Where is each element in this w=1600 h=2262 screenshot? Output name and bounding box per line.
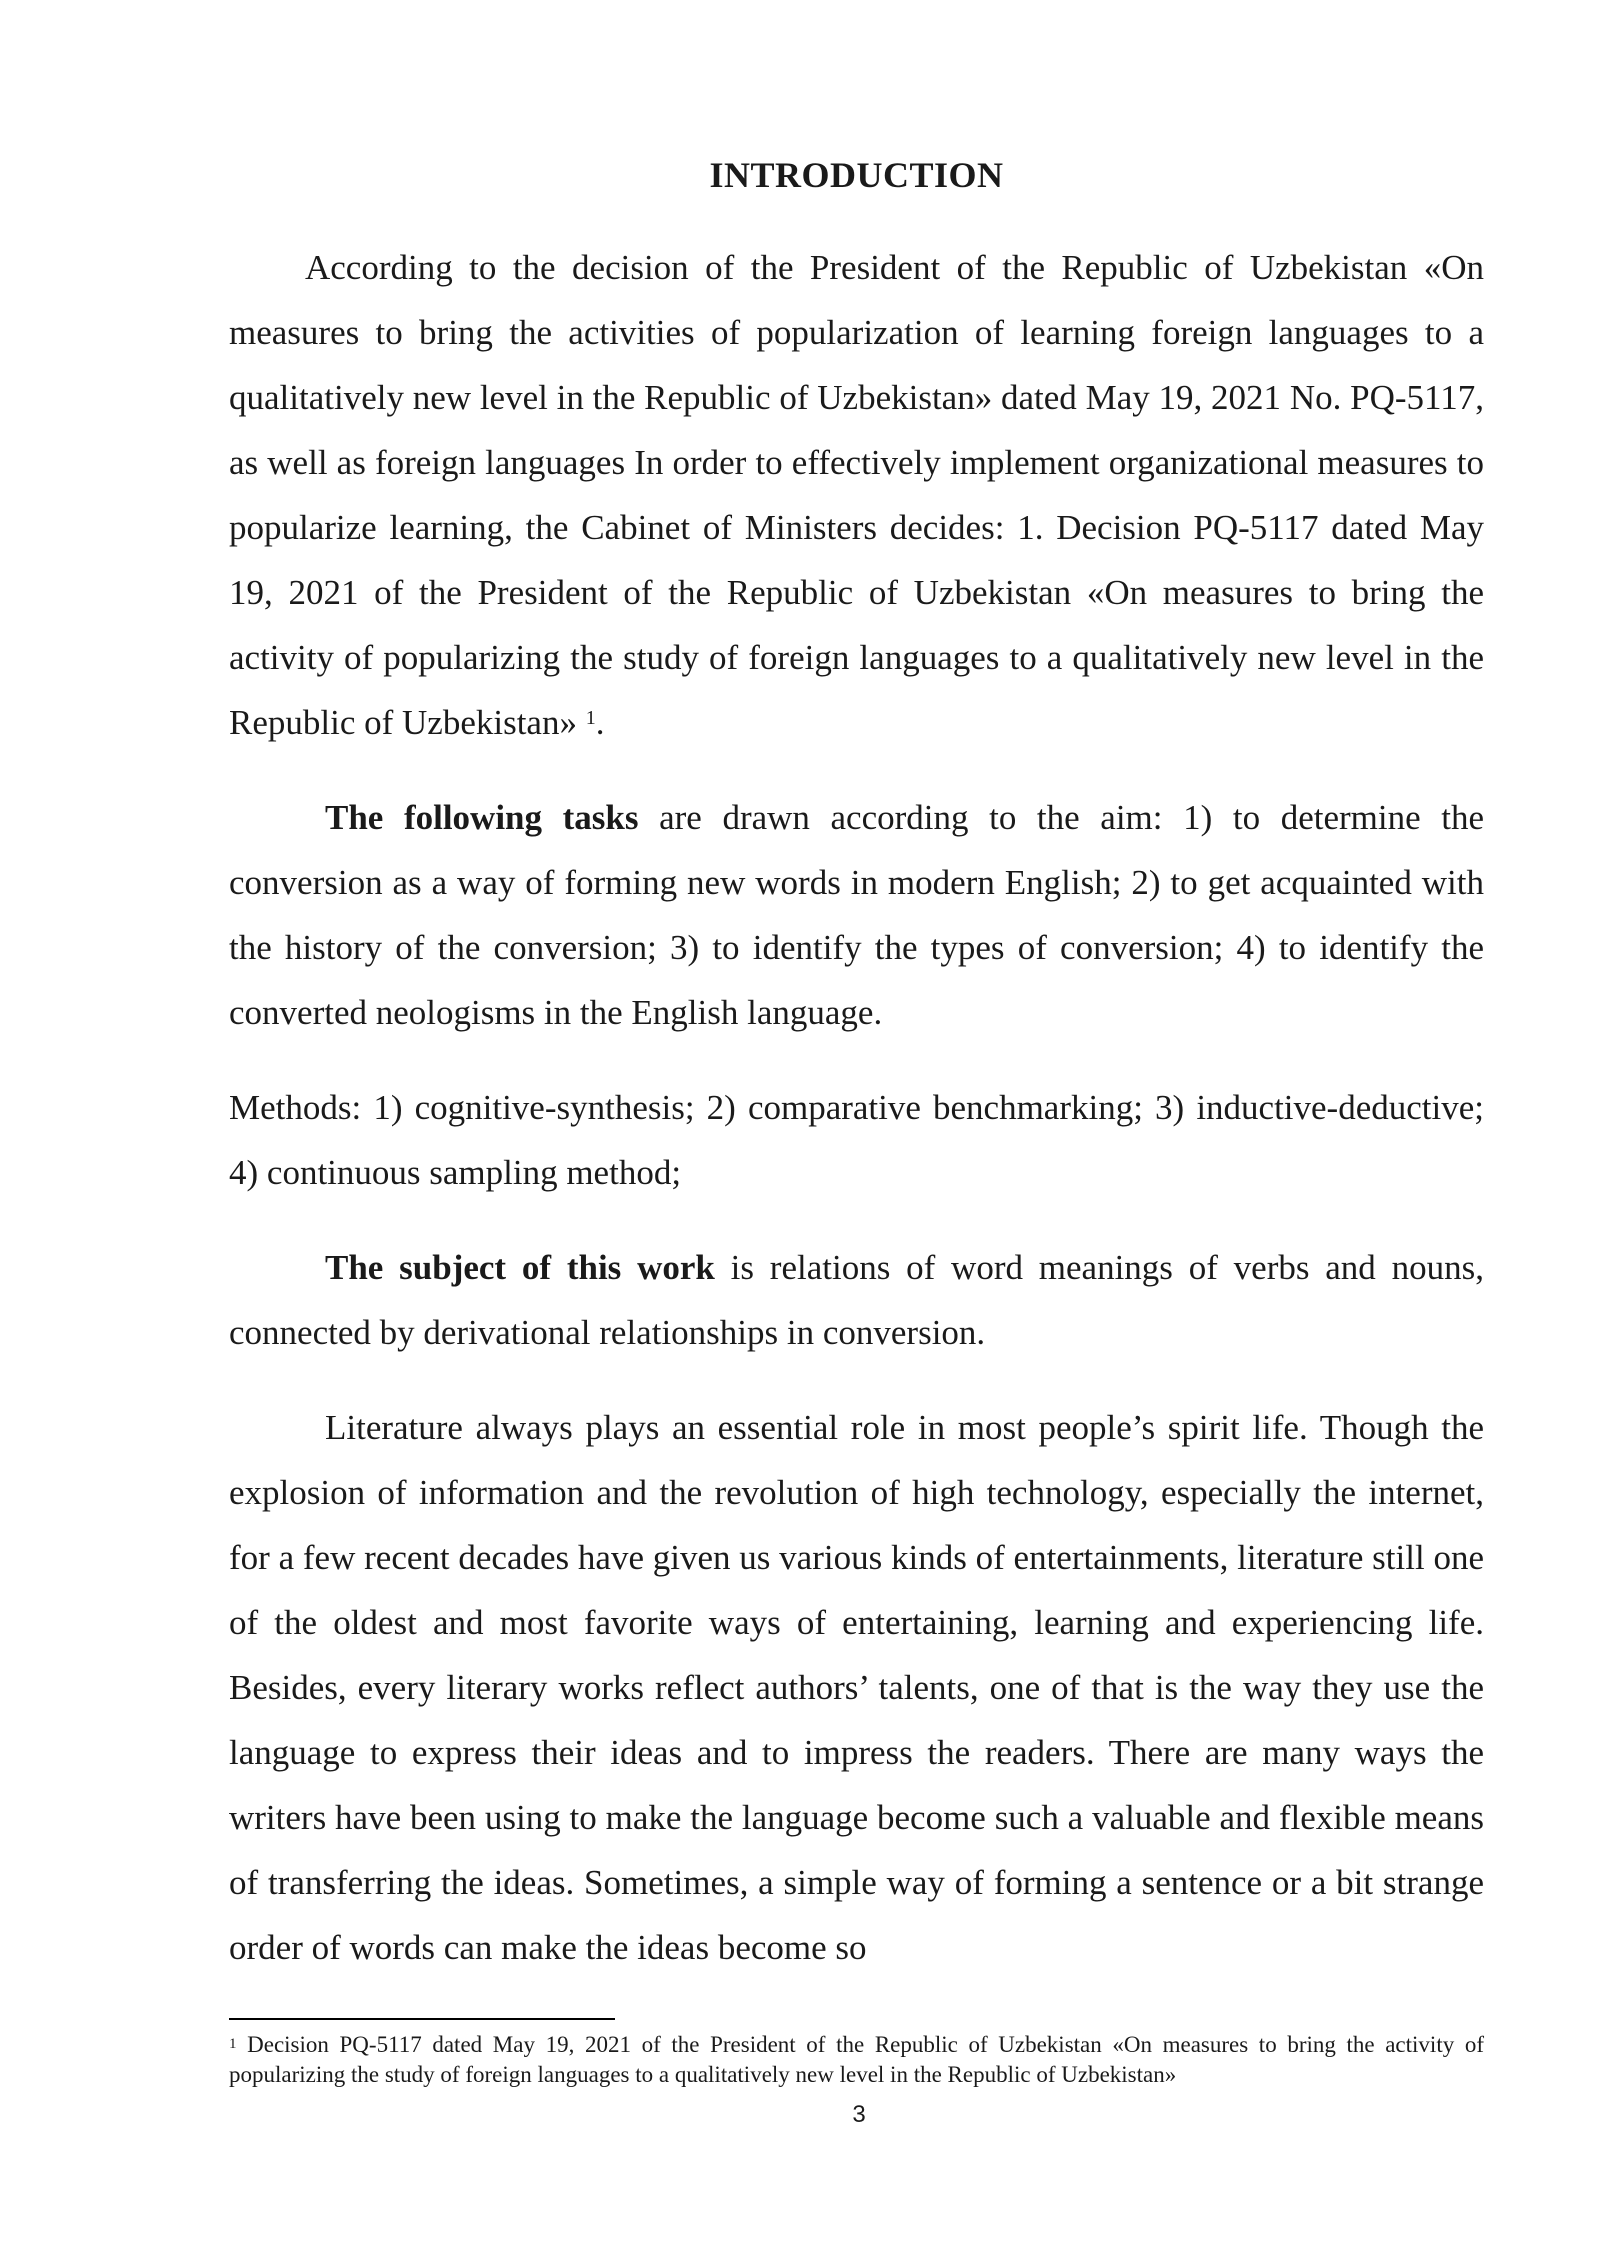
paragraph-intro [229, 235, 1484, 755]
tasks-bold-lead: The following tasks [325, 798, 639, 837]
page-number: 3 [852, 2101, 866, 2128]
footnote-reference[interactable]: 1 [585, 707, 596, 729]
paragraph-intro-end: . [595, 703, 605, 742]
literature-text: Literature always plays an essential role in most people’s spirit life. Though the explosion of information and the revolution of high technology, especially the internet, for a few recent decades have given us various kinds of entertainments, literature still one of the oldest and most favorite ways of entertaining, learning and experiencing life. Besides, every literary works reflect authors’ talents, one of that is the way they use the language to express their ideas and to impress the readers. There are many ways the writers have been using to make the language become such a valuable and flexible means of transferring the ideas. Sometimes, a simple way of forming a sentence or a bit strange order of words can make the ideas become so [229, 1408, 1484, 1967]
methods-text: Methods: 1) cognitive-synthesis; 2) comparative benchmarking; 3) inductive-deductive; 4) continuous sampling method; [229, 1088, 1484, 1192]
paragraph-tasks [229, 785, 1484, 1045]
footnote-separator [229, 2018, 615, 2020]
footnote-number: 1 [229, 2036, 237, 2052]
page-title: INTRODUCTION [709, 155, 1004, 195]
paragraph-subject [229, 1235, 1484, 1365]
paragraph-intro-text: According to the decision of the President of the Republic of Uzbekistan «On measures to bring the activities of popularization of learning foreign languages to a qualitatively new level in the Republic of Uzbekistan» dated May 19, 2021 No. PQ-5117, as well as foreign languages In order to effectively implement organizational measures to popularize learning, the Cabinet of Ministers decides: 1. Decision PQ-5117 dated May 19, 2021 of the President of the Republic of Uzbekistan «On measures to bring the activity of popularizing the study of foreign languages to a qualitatively new level in the Republic of Uzbekistan» [229, 248, 1484, 742]
tasks-text: are drawn according to the aim: 1) to determine the conversion as a way of forming new words in modern English; 2) to get acquainted with the history of the conversion; 3) to identify the types of conversion; 4) to identify the converted neologisms in the English language. [229, 798, 1485, 1032]
footnote [229, 2030, 1484, 2090]
subject-bold-lead: The subject of this work [325, 1248, 715, 1287]
footnote-text: Decision PQ-5117 dated May 19, 2021 of the President of the Republic of Uzbekistan «On measures to bring the activity of popularizing the study of foreign languages to a qualitatively new level in the Republic of Uzbekistan» [229, 2032, 1484, 2087]
paragraph-methods [229, 1075, 1484, 1205]
paragraph-literature [229, 1395, 1484, 1980]
subject-text: is relations of word meanings of verbs and nouns, connected by derivational relationships in conversion. [229, 1248, 1484, 1352]
